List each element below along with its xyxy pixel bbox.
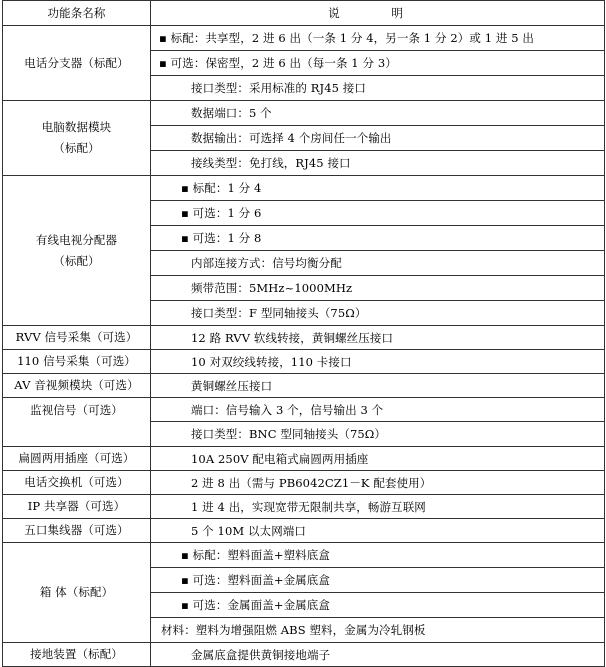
header-feature: 功能条名称 [3, 1, 151, 26]
spec-cell: ▪ 标配：共享型，2 进 6 出（一条 1 分 4，另一条 1 分 2）或 1 进 5 出 [151, 26, 605, 51]
feature-pbx: 电话交换机（可选） [3, 471, 151, 495]
table-header [3, 1, 605, 26]
spec-cell: ▪ 可选：1 分 8 [151, 226, 605, 251]
feature-box: 箱 体（标配） [3, 543, 151, 643]
spec-cell: ▪ 可选：1 分 6 [151, 201, 605, 226]
feature-110: 110 信号采集（可选） [3, 350, 151, 374]
feature-hub: 五口集线器（可选） [3, 519, 151, 543]
feature-pc-data-line1: 电脑数据模块 [41, 120, 112, 134]
spec-cell: 数据输出：可选择 4 个房间任一个输出 [151, 126, 605, 151]
feature-phone-splitter: 电话分支器（标配） [3, 26, 151, 101]
feature-ip-sharer: IP 共享器（可选） [3, 495, 151, 519]
spec-cell: 内部连接方式：信号均衡分配 [151, 251, 605, 276]
table-row [3, 350, 605, 374]
header-description [151, 1, 605, 26]
table-row [3, 495, 605, 519]
spec-cell: 10A 250V 配电箱式扁圆两用插座 [151, 447, 605, 471]
spec-cell: 10 对双绞线转接，110 卡接口 [151, 350, 605, 374]
spec-cell: 接口类型：BNC 型同轴接头（75Ω） [151, 422, 605, 447]
feature-av: AV 音视频模块（可选） [3, 374, 151, 398]
spec-cell: 2 进 8 出（需与 PB6042CZ1－K 配套使用） [151, 471, 605, 495]
spec-cell: 12 路 RVV 软线转接，黄铜螺丝压接口 [151, 326, 605, 350]
table-row [3, 326, 605, 350]
spec-cell: ▪ 标配：1 分 4 [151, 176, 605, 201]
spec-cell: 端口：信号输入 3 个，信号输出 3 个 [151, 398, 605, 422]
spec-cell: 接口类型：采用标准的 RJ45 接口 [151, 76, 605, 101]
spec-cell: 黄铜螺丝压接口 [151, 374, 605, 398]
feature-monitor: 监视信号（可选） [3, 398, 151, 447]
table-row [3, 447, 605, 471]
table-row [3, 643, 605, 667]
spec-cell: ▪ 可选：金属面盖+金属底盒 [151, 593, 605, 618]
header-description-label: 说 明 [328, 6, 427, 20]
feature-catv [3, 176, 151, 326]
feature-pc-data [3, 101, 151, 176]
feature-ground: 接地装置（标配） [3, 643, 151, 667]
feature-pc-data-line2: （标配） [53, 141, 100, 155]
spec-cell: ▪ 可选：塑料面盖+金属底盒 [151, 568, 605, 593]
table-row [3, 101, 605, 126]
spec-cell: 接线类型：免打线，RJ45 接口 [151, 151, 605, 176]
table-row [3, 471, 605, 495]
feature-catv-line1: 有线电视分配器 [35, 232, 118, 247]
spec-cell: 1 进 4 出，实现宽带无限制共享，畅游互联网 [151, 495, 605, 519]
spec-cell: 频带范围：5MHz~1000MHz [151, 276, 605, 301]
feature-rvv: RVV 信号采集（可选） [3, 326, 151, 350]
spec-cell: 金属底盒提供黄铜接地端子 [151, 643, 605, 667]
spec-cell: ▪ 标配：塑料面盖+塑料底盒 [151, 543, 605, 568]
table-row [3, 519, 605, 543]
spec-cell: 材料：塑料为增强阻燃 ABS 塑料，金属为冷轧钢板 [151, 618, 605, 643]
feature-catv-line2: （标配） [53, 253, 100, 268]
spec-cell: ▪ 可选：保密型，2 进 6 出（每一条 1 分 3） [151, 51, 605, 76]
spec-cell: 5 个 10M 以太网端口 [151, 519, 605, 543]
feature-socket: 扁圆两用插座（可选） [3, 447, 151, 471]
table-row [3, 176, 605, 201]
table-row [3, 543, 605, 568]
table-row [3, 398, 605, 422]
spec-cell: 接口类型：F 型同轴接头（75Ω） [151, 301, 605, 326]
spec-table [2, 0, 605, 667]
table-row [3, 26, 605, 51]
table-row [3, 374, 605, 398]
spec-cell: 数据端口：5 个 [151, 101, 605, 126]
